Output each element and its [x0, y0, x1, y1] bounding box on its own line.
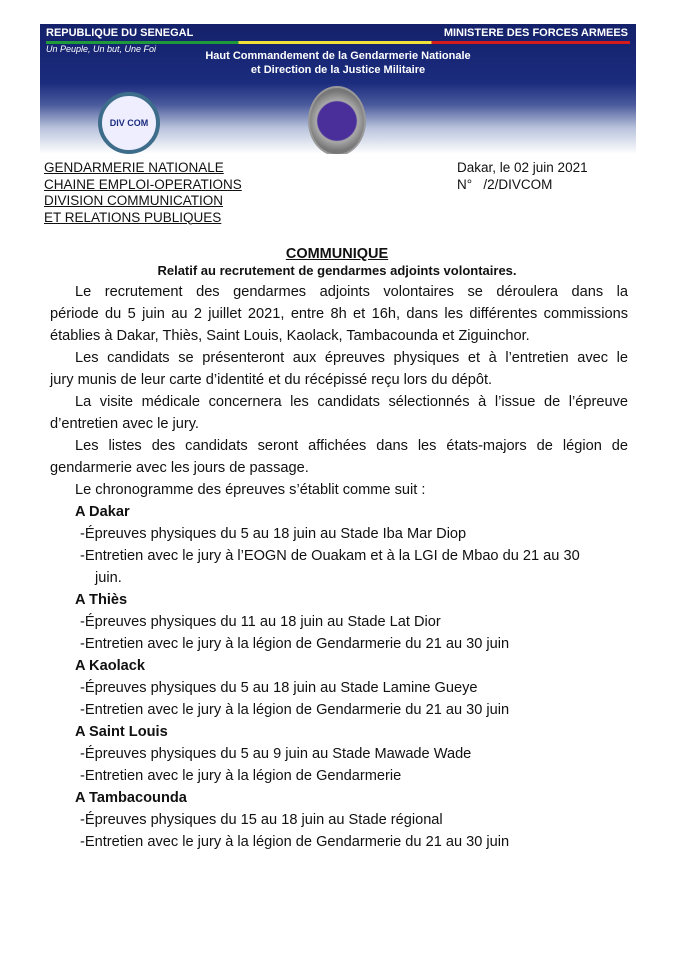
- document-subtitle: Relatif au recrutement de gendarmes adjoints volontaires.: [157, 263, 517, 278]
- schedule-item: -Entretien avec le jury à la légion de Gendarmerie du 21 au 30 juin: [80, 702, 510, 718]
- city-heading: A Saint Louis: [75, 724, 168, 740]
- letterhead-banner: [40, 24, 636, 154]
- date-block: [457, 160, 588, 193]
- body-line: établies à Dakar, Thiès, Saint Louis, Kaolack, Tambacounda et Ziguinchor.: [50, 328, 530, 344]
- schedule-item: -Épreuves physiques du 5 au 18 juin au Stade Lamine Gueye: [80, 680, 478, 696]
- gendarmerie-emblem-icon: [308, 86, 366, 154]
- schedule-item: -Épreuves physiques du 11 au 18 juin au Stade Lat Dior: [80, 614, 441, 630]
- command-name: [40, 49, 636, 77]
- country-name: REPUBLIQUE DU SENEGAL: [46, 27, 194, 39]
- city-heading: A Dakar: [75, 504, 130, 520]
- body-line: La visite médicale concernera les candidats sélectionnés à l’issue de l’épreuve: [75, 394, 628, 410]
- national-motto: Un Peuple, Un but, Une Foi: [46, 44, 157, 54]
- body-line: gendarmerie avec les jours de passage.: [50, 460, 309, 476]
- command-line: et Direction de la Justice Militaire: [250, 64, 426, 76]
- document-title: COMMUNIQUE: [285, 246, 389, 262]
- sender-line: GENDARMERIE NATIONALE: [44, 160, 224, 175]
- schedule-item: -Entretien avec le jury à la légion de Gendarmerie: [80, 768, 402, 784]
- city-heading: A Thiès: [75, 592, 128, 608]
- city-heading: A Tambacounda: [75, 790, 187, 806]
- sender-line: ET RELATIONS PUBLIQUES: [44, 209, 222, 225]
- schedule-item: -Entretien avec le jury à la légion de Gendarmerie du 21 au 30 juin: [80, 636, 510, 652]
- body-line: jury munis de leur carte d’identité et du récépissé reçu lors du dépôt.: [50, 372, 493, 388]
- sender-block: [44, 160, 242, 226]
- command-line: Haut Commandement de la Gendarmerie Nationale: [205, 50, 471, 62]
- body-line: Les candidats se présenteront aux épreuves physiques et à l’entretien avec le: [75, 350, 628, 366]
- body-line: Les listes des candidats seront affichées dans les états-majors de légion de: [75, 438, 628, 454]
- schedule-item: -Entretien avec le jury à la légion de Gendarmerie du 21 au 30 juin: [80, 834, 510, 850]
- schedule-item: -Épreuves physiques du 15 au 18 juin au Stade régional: [80, 812, 443, 828]
- sender-line: CHAINE EMPLOI-OPERATIONS: [44, 176, 242, 192]
- body-line: d’entretien avec le jury.: [50, 416, 199, 432]
- schedule-item: -Entretien avec le jury à l’EOGN de Ouakam et à la LGI de Mbao du 21 au 30: [80, 548, 580, 564]
- schedule-item-continued: juin.: [95, 570, 122, 586]
- body-line: Le chronogramme des épreuves s’établit comme suit :: [75, 482, 426, 498]
- schedule-item: -Épreuves physiques du 5 au 9 juin au Stade Mawade Wade: [80, 746, 472, 762]
- divcom-logo: DIV COM: [98, 92, 160, 154]
- body-line: période du 5 juin au 2 juillet 2021, entre 8h et 16h, dans les différentes commissions: [50, 306, 628, 322]
- sender-line: DIVISION COMMUNICATION: [44, 193, 224, 208]
- reference-number: N° /2/DIVCOM: [457, 176, 553, 192]
- city-heading: A Kaolack: [75, 658, 146, 674]
- ministry-name: MINISTERE DES FORCES ARMEES: [443, 27, 628, 39]
- body-line: Le recrutement des gendarmes adjoints volontaires se déroulera dans la: [75, 284, 628, 300]
- schedule-item: -Épreuves physiques du 5 au 18 juin au Stade Iba Mar Diop: [80, 526, 467, 542]
- place-date: Dakar, le 02 juin 2021: [457, 160, 588, 175]
- document-body: [50, 281, 628, 853]
